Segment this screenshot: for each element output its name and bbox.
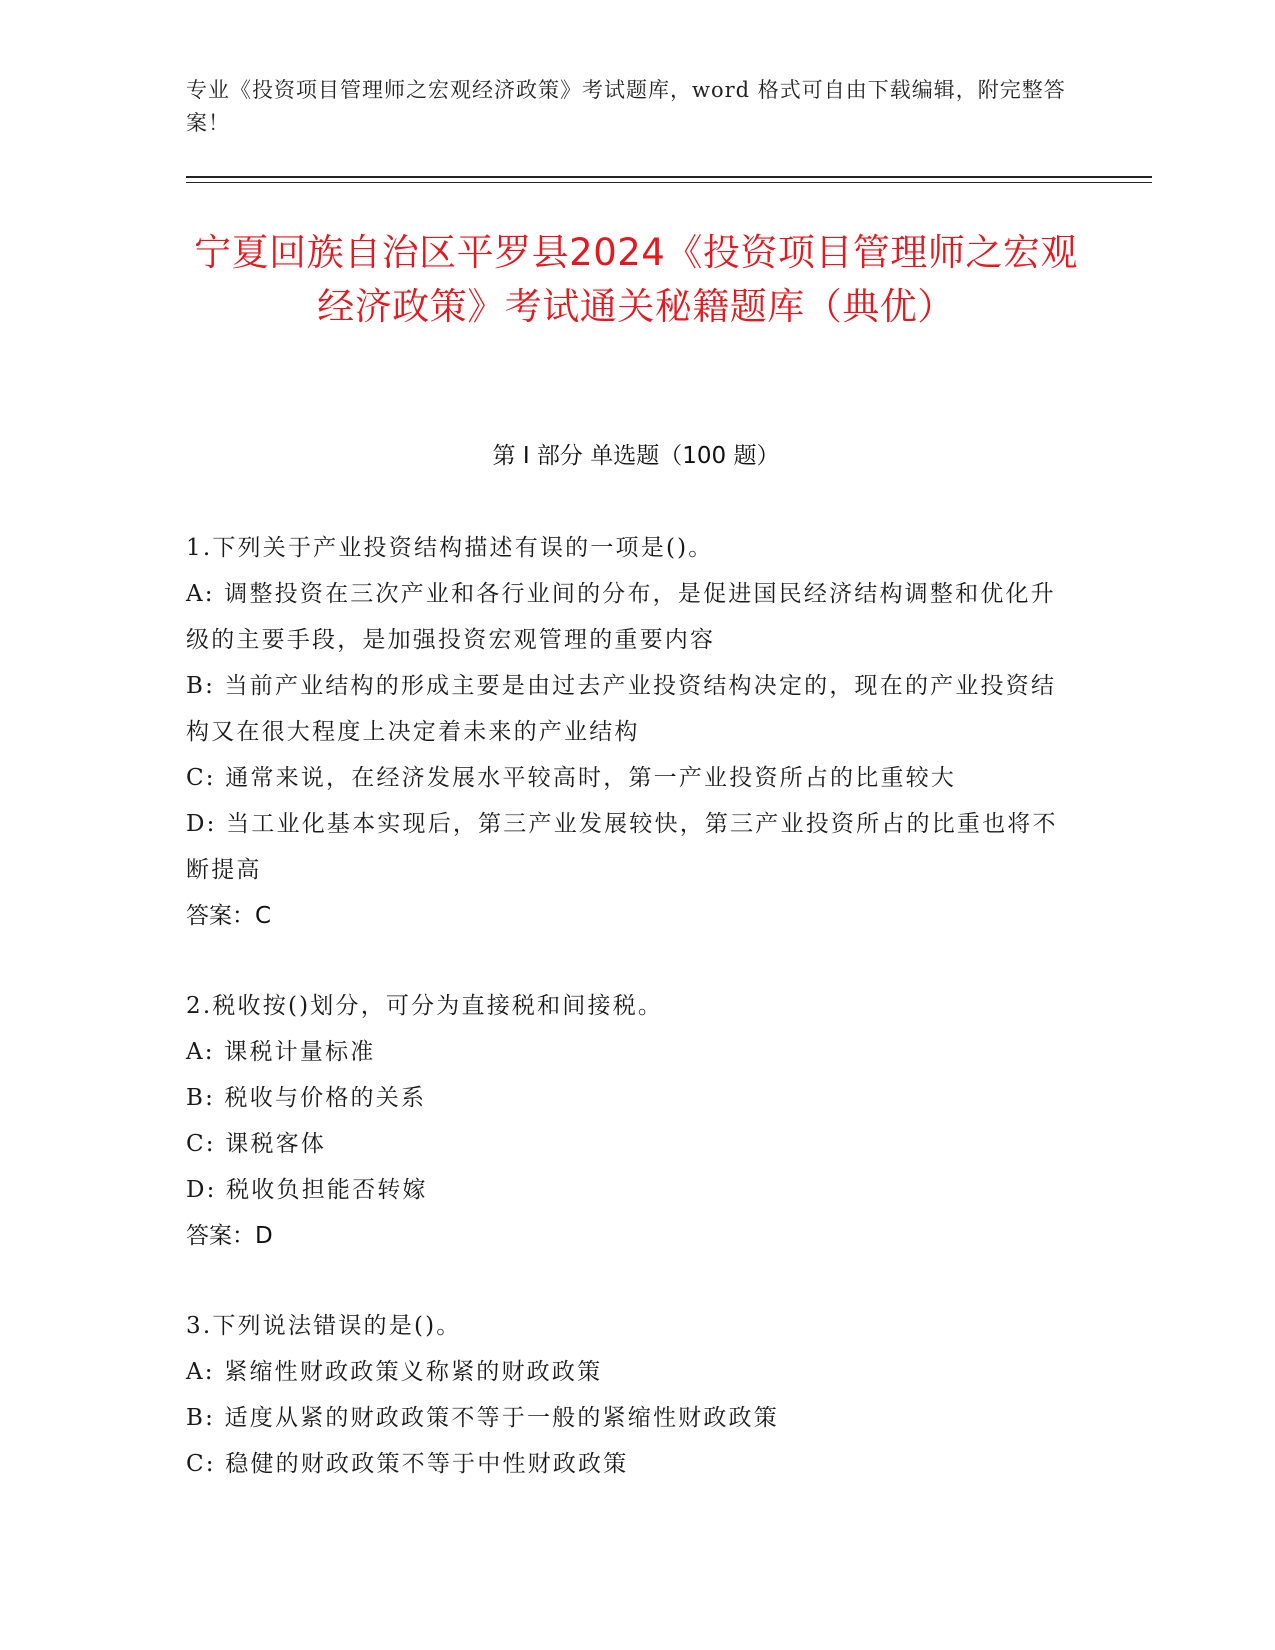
- document-title: 宁夏回族自治区平罗县2024《投资项目管理师之宏观经济政策》考试通关秘籍题库（典优）: [194, 231, 1078, 328]
- header-rule-thick: [186, 176, 1152, 178]
- question-list: [186, 525, 1066, 1531]
- question-3: [186, 1303, 1066, 1487]
- option-a: A: 课税计量标准: [186, 1039, 376, 1065]
- answer: 答案：D: [186, 1223, 273, 1249]
- option-d: D: 当工业化基本实现后，第三产业发展较快，第三产业投资所占的比重也将不断提高: [186, 811, 1058, 883]
- question-stem: 2.税收按()划分，可分为直接税和间接税。: [186, 993, 664, 1019]
- option-b: B: 税收与价格的关系: [186, 1085, 427, 1111]
- header-note: 专业《投资项目管理师之宏观经济政策》考试题库，word 格式可自由下载编辑，附完整答案！: [186, 78, 1066, 135]
- option-d: D: 税收负担能否转嫁: [186, 1177, 428, 1203]
- header-rule-thin: [186, 182, 1152, 183]
- question-1: [186, 525, 1066, 939]
- option-a: A: 紧缩性财政政策义称紧的财政政策: [186, 1359, 603, 1385]
- option-b: B: 适度从紧的财政政策不等于一般的紧缩性财政政策: [186, 1405, 779, 1431]
- answer: 答案：C: [186, 903, 272, 929]
- option-a: A: 调整投资在三次产业和各行业间的分布，是促进国民经济结构调整和优化升级的主要手段，是加强投资宏观管理的重要内容: [186, 581, 1056, 653]
- question-stem: 3.下列说法错误的是()。: [186, 1313, 462, 1339]
- question-2: [186, 983, 1066, 1259]
- option-b: B: 当前产业结构的形成主要是由过去产业投资结构决定的，现在的产业投资结构又在很大程度上决定着未来的产业结构: [186, 673, 1057, 745]
- option-c: C: 稳健的财政政策不等于中性财政政策: [186, 1451, 629, 1477]
- option-c: C: 通常来说，在经济发展水平较高时，第一产业投资所占的比重较大: [186, 765, 957, 791]
- question-stem: 1.下列关于产业投资结构描述有误的一项是()。: [186, 535, 714, 561]
- section-heading: 第 I 部分 单选题（100 题）: [492, 443, 780, 469]
- option-c: C: 课税客体: [186, 1131, 327, 1157]
